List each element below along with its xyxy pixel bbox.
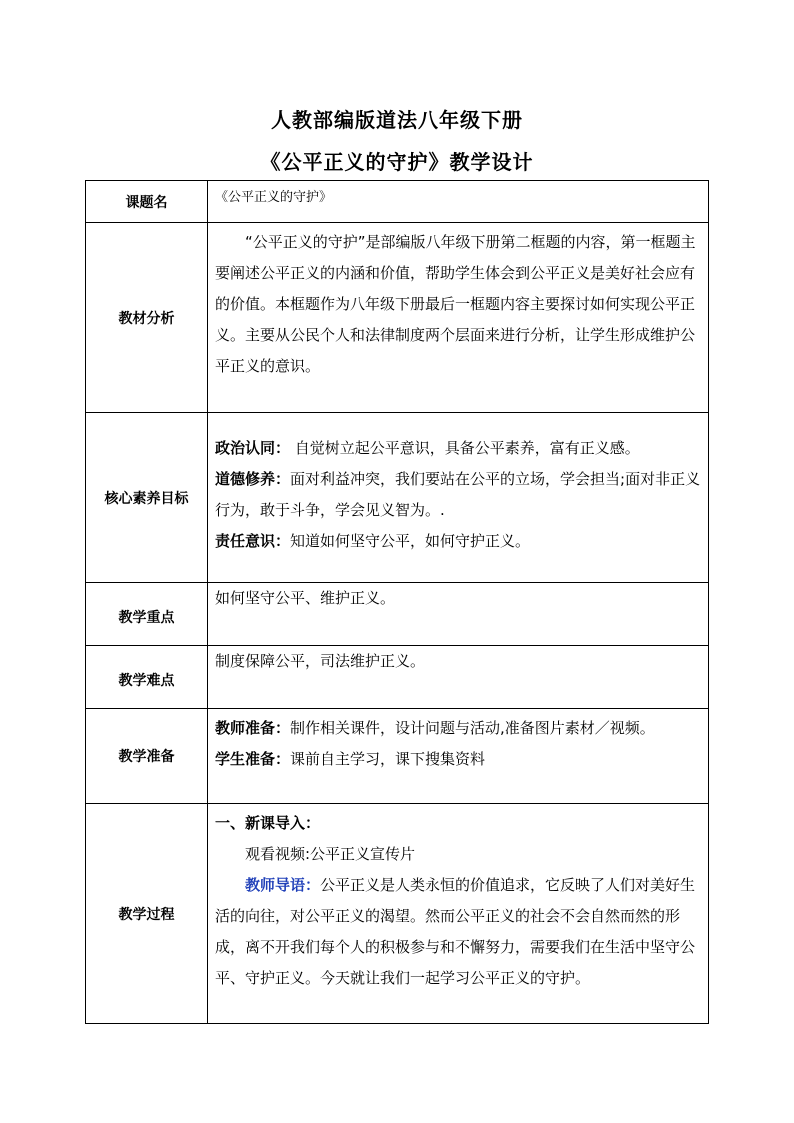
content-topic bbox=[208, 181, 709, 223]
process-video: 观看视频:公平正义宣传片 bbox=[245, 845, 416, 863]
material-text: “公平正义的守护”是部编版八年级下册第二框题的内容，第一框题主要阐述公平正义的内涵和价值，帮助学生体会到公平正义是美好社会应有的价值。本框题作为八年级下册最后一框题内容主要探讨如何实现公平正义。主要从公民个人和法律制度两个层面来进行分析，让学生形成维护公平正义的意识。 bbox=[215, 233, 696, 375]
row-preparation bbox=[86, 709, 709, 804]
content-focus bbox=[208, 583, 709, 646]
content-process bbox=[208, 804, 709, 1024]
content-literacy bbox=[208, 413, 709, 583]
literacy-item: 政治认同： 自觉树立起公平意识，具备公平素养，富有正义感。 bbox=[215, 439, 640, 457]
teacher-prep: 教师准备：制作相关课件，设计问题与活动,准备图片素材／视频。 bbox=[215, 719, 655, 737]
document-title-line1: 人教部编版道法八年级下册 bbox=[271, 108, 523, 132]
label-material: 教材分析 bbox=[86, 223, 208, 413]
document-title-line2: 《公平正义的守护》教学设计 bbox=[260, 150, 534, 174]
process-section-heading: 一、新课导入： bbox=[215, 814, 321, 832]
literacy-item: 道德修养：面对利益冲突，我们要站在公平的立场，学会担当;面对非正义行为，敢于斗争，学会见义智为。. bbox=[215, 470, 701, 519]
process-guide: 教师导语：公平正义是人类永恒的价值追求，它反映了人们对美好生活的向往，对公平正义的渴望。然而公平正义的社会不会自然而然的形成，离不开我们每个人的积极参与和不懈努力，需要我们在生活中坚守公平、守护正义。今天就让我们一起学习公平正义的守护。 bbox=[215, 876, 696, 987]
row-difficulty bbox=[86, 646, 709, 709]
student-prep: 学生准备：课前自主学习，课下搜集资料 bbox=[215, 750, 486, 768]
lesson-plan-table bbox=[85, 180, 709, 1024]
row-process bbox=[86, 804, 709, 1024]
row-material bbox=[86, 223, 709, 413]
label-difficulty: 教学难点 bbox=[86, 646, 208, 709]
label-topic: 课题名 bbox=[86, 181, 208, 223]
focus-text: 如何坚守公平、维护正义。 bbox=[215, 589, 396, 607]
row-topic bbox=[86, 181, 709, 223]
content-material bbox=[208, 223, 709, 413]
label-preparation: 教学准备 bbox=[86, 709, 208, 804]
guide-key: 教师导语： bbox=[245, 876, 321, 894]
row-focus bbox=[86, 583, 709, 646]
topic-text: 《公平正义的守护》 bbox=[215, 190, 333, 205]
difficulty-text: 制度保障公平，司法维护正义。 bbox=[215, 652, 426, 670]
label-focus: 教学重点 bbox=[86, 583, 208, 646]
literacy-item: 责任意识：知道如何坚守公平，如何守护正义。 bbox=[215, 532, 531, 550]
content-difficulty bbox=[208, 646, 709, 709]
row-literacy bbox=[86, 413, 709, 583]
label-literacy: 核心素养目标 bbox=[86, 413, 208, 583]
content-preparation bbox=[208, 709, 709, 804]
label-process: 教学过程 bbox=[86, 804, 208, 1024]
